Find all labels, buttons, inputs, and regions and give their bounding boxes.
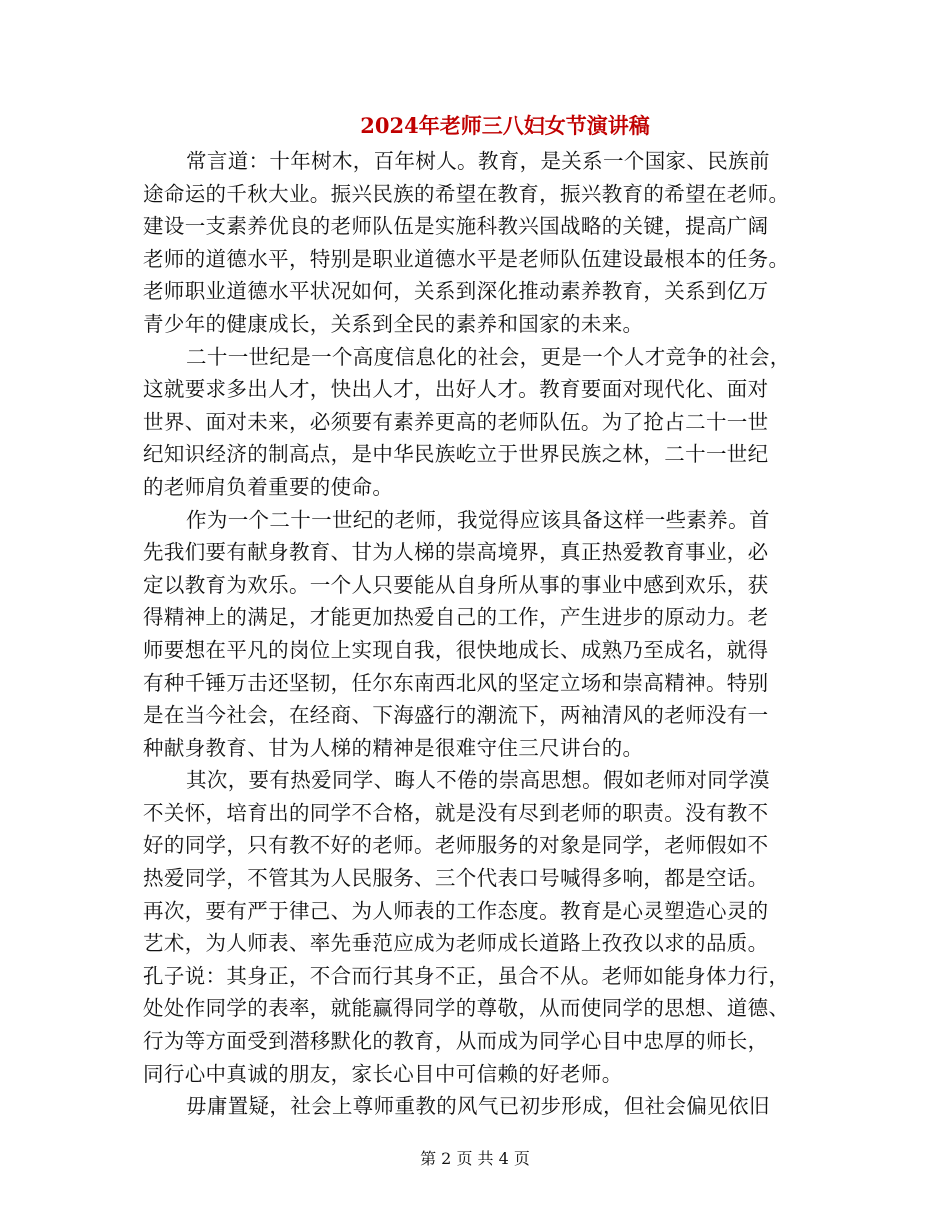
body-text-line: 艺术，为人师表、率先垂范应成为老师成长道路上孜孜以求的品质。 <box>143 931 769 956</box>
body-text-line: 的老师肩负着重要的使命。 <box>143 474 394 499</box>
body-text-line: 先我们要有献身教育、甘为人梯的崇高境界，真正热爱教育事业，必 <box>143 540 769 565</box>
body-text-line: 老师职业道德水平状况如何，关系到深化推动素养教育，关系到亿万 <box>143 279 769 304</box>
body-text-line: 行为等方面受到潜移默化的教育，从而成为同学心目中忠厚的师长， <box>143 1029 769 1054</box>
body-text-line: 有种千锤万击还坚韧，任尔东南西北风的坚定立场和崇高精神。特别 <box>143 670 769 695</box>
document-title: 2024年老师三八妇女节演讲稿 <box>360 113 650 138</box>
page-footer: 第 2 页 共 4 页 <box>420 1149 530 1168</box>
body-text-line: 作为一个二十一世纪的老师，我觉得应该具备这样一些素养。首 <box>186 507 770 532</box>
body-text-line: 师要想在平凡的岗位上实现自我，很快地成长、成熟乃至成名，就得 <box>143 637 769 662</box>
body-text-line: 二十一世纪是一个高度信息化的社会，更是一个人才竞争的社会， <box>186 344 791 369</box>
body-text-line: 得精神上的满足，才能更加热爱自己的工作，产生进步的原动力。老 <box>143 605 769 630</box>
body-text-line: 好的同学，只有教不好的老师。老师服务的对象是同学，老师假如不 <box>143 833 769 858</box>
body-text-line: 是在当今社会，在经商、下海盛行的潮流下，两袖清风的老师没有一 <box>143 703 769 728</box>
body-text-line: 再次，要有严于律己、为人师表的工作态度。教育是心灵塑造心灵的 <box>143 898 769 923</box>
body-text-line: 途命运的千秋大业。振兴民族的希望在教育，振兴教育的希望在老师。 <box>143 181 790 206</box>
body-text-line: 种献身教育、甘为人梯的精神是很难守住三尺讲台的。 <box>143 735 644 760</box>
body-text-line: 处处作同学的表率，就能赢得同学的尊敬，从而使同学的思想、道德、 <box>143 996 790 1021</box>
document-body <box>143 145 805 1123</box>
body-text-line: 孔子说：其身正，不合而行其身不正，虽合不从。老师如能身体力行， <box>143 963 790 988</box>
body-text-line: 纪知识经济的制高点，是中华民族屹立于世界民族之林，二十一世纪 <box>143 442 769 467</box>
body-text-line: 青少年的健康成长，关系到全民的素养和国家的未来。 <box>143 311 644 336</box>
body-text-line: 热爱同学，不管其为人民服务、三个代表口号喊得多响，都是空话。 <box>143 866 769 891</box>
body-text-line: 建设一支素养优良的老师队伍是实施科教兴国战略的关键，提高广阔 <box>143 214 769 239</box>
body-text-line: 定以教育为欢乐。一个人只要能从自身所从事的事业中感到欢乐，获 <box>143 572 769 597</box>
body-text-line: 世界、面对未来，必须要有素养更高的老师队伍。为了抢占二十一世 <box>143 409 769 434</box>
body-text-line: 不关怀，培育出的同学不合格，就是没有尽到老师的职责。没有教不 <box>143 800 769 825</box>
body-text-line: 其次，要有热爱同学、晦人不倦的崇高思想。假如老师对同学漠 <box>186 768 770 793</box>
body-text-line: 这就要求多出人才，快出人才，出好人才。教育要面对现代化、面对 <box>143 377 769 402</box>
body-text-line: 老师的道德水平，特别是职业道德水平是老师队伍建设最根本的任务。 <box>143 246 790 271</box>
body-text-line: 毋庸置疑，社会上尊师重教的风气已初步形成，但社会偏见依旧 <box>186 1094 770 1119</box>
body-text-line: 同行心中真诚的朋友，家长心目中可信赖的好老师。 <box>143 1061 623 1086</box>
body-text-line: 常言道：十年树木，百年树人。教育，是关系一个国家、民族前 <box>186 149 770 173</box>
